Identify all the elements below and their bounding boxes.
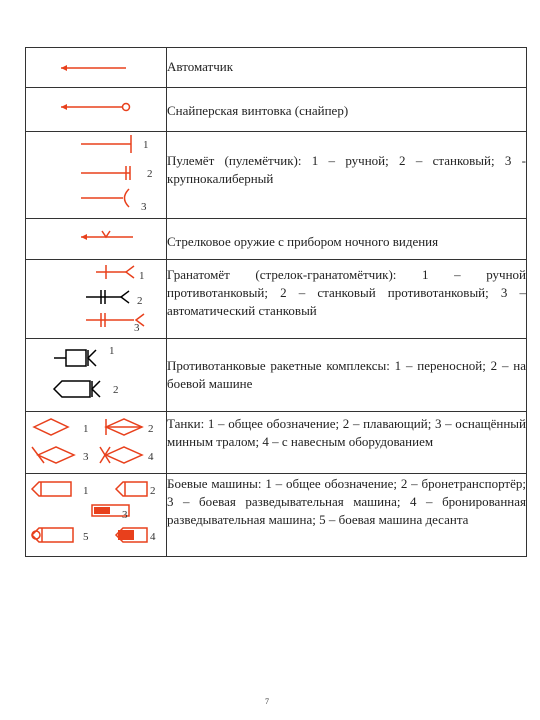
symbol-description [167,132,527,219]
symbol-number: 3 [83,451,89,463]
symbol-cell [26,219,167,260]
description-text: Танки: 1 – общее обозначение; 2 – плавающий; 3 – оснащённый минным тралом; 4 – с навесным оборудованием [167,416,526,449]
description-text: Боевые машины: 1 – общее обозначение; 2 – бронетранспортёр; 3 – боевая разведывательная машина; 4 – бронированная разведывательная машина; 5 – боевая машина десанта [167,476,526,527]
symbol-number: 1 [83,485,89,497]
symbol-cell [26,260,167,339]
grenade-launcher-icons [26,260,166,339]
mounted-equipment-tank-icon [100,447,142,463]
page-number: 7 [265,697,269,706]
symbol-number: 3 [134,322,140,334]
legend-row-tanks [26,412,527,474]
symbol-number: 2 [137,295,143,307]
amphibious-tank-icon [106,419,142,435]
symbol-description [167,260,527,339]
mine-trawl-tank-icon [32,447,74,463]
symbol-cell [26,132,167,219]
symbol-cell [26,48,167,88]
symbol-number: 1 [143,139,149,151]
description-text: Стрелковое оружие с прибором ночного видения [167,234,439,249]
combat-vehicle-icons [26,474,166,557]
symbol-description [167,48,527,88]
sniper-rifle-icon [26,88,166,132]
symbol-number: 4 [148,451,154,463]
symbol-number: 3 [122,509,128,521]
armored-personnel-carrier-icon [116,482,147,496]
symbol-description [167,219,527,260]
symbol-description [167,88,527,132]
antitank-missile-icons [26,339,166,412]
legend-row-sniper [26,88,527,132]
symbol-cell [26,474,167,557]
symbol-cell [26,88,167,132]
combat-vehicle-general-icon [32,482,71,496]
legend-row-combat-vehicles [26,474,527,557]
description-text: Автоматчик [167,59,234,74]
description-text: Гранатомёт (стрелок-гранатомётчик): 1 – ручной противотанковый; 2 – станковый противотанковый; 3 – автоматический станковый [167,267,526,318]
submachine-gunner-icon [26,48,166,88]
heavy-machine-gun-icon [81,166,130,180]
legend-row-antitank-missile [26,339,527,412]
machine-gun-icons [26,132,166,219]
symbol-description [167,474,527,557]
armored-reconnaissance-vehicle-icon [116,528,147,542]
symbol-number: 2 [147,168,153,180]
vehicle-antitank-missile-icon [54,381,100,397]
symbol-description [167,339,527,412]
symbol-number: 4 [150,531,156,543]
symbol-number: 2 [113,384,119,396]
symbol-number: 2 [150,485,156,497]
symbol-number: 5 [83,531,89,543]
legend-row-machine-gun [26,132,527,219]
light-machine-gun-icon [81,135,131,153]
symbol-number: 3 [141,201,147,213]
legend-row-submachine-gunner [26,48,527,88]
symbol-description [167,412,527,474]
legend-row-night-vision [26,219,527,260]
night-vision-weapon-icon [26,219,166,260]
description-text: Снайперская винтовка (снайпер) [167,103,349,118]
mounted-grenade-launcher-icon [86,290,129,304]
symbol-cell [26,339,167,412]
tank-icons [26,412,166,474]
symbol-number: 1 [83,423,89,435]
symbol-number: 1 [139,270,145,282]
description-text: Пулемёт (пулемётчик): 1 – ручной; 2 – станковый; 3 - крупнокалиберный [167,153,526,186]
large-caliber-machine-gun-icon [81,189,129,207]
legend-row-grenade-launcher [26,260,527,339]
tank-general-icon [34,419,68,435]
description-text: Противотанковые ракетные комплексы: 1 – переносной; 2 – на боевой машине [167,358,526,391]
landing-vehicle-icon [32,528,73,542]
symbol-number: 2 [148,423,154,435]
hand-grenade-launcher-icon [96,265,134,279]
symbols-legend-table [25,47,527,557]
symbol-cell [26,412,167,474]
portable-antitank-missile-icon [54,350,96,366]
symbol-number: 1 [109,345,115,357]
